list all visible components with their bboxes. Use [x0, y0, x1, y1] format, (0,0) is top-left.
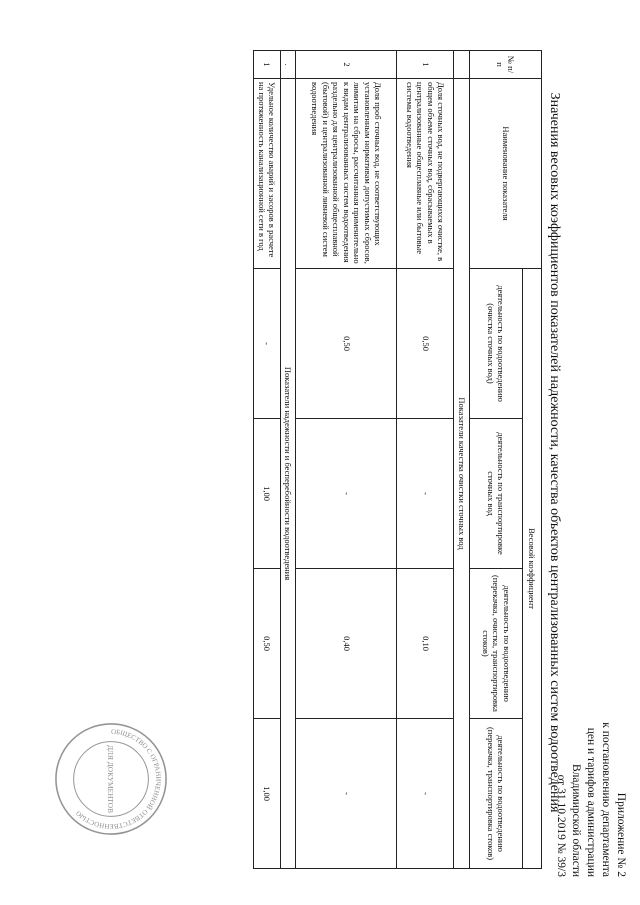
- row-value: -: [254, 269, 281, 419]
- row-value: 1,00: [254, 719, 281, 869]
- row-num: 1: [254, 51, 281, 79]
- row-num: 2: [296, 51, 397, 79]
- appendix-line: к постановлению департамента: [600, 722, 612, 877]
- seal-center-text: ДЛЯ ДОКУМЕНТОВ: [106, 744, 116, 814]
- row-value: 0,50: [254, 569, 281, 719]
- row-name: Удельное количество аварий и засоров в расчете на протяженность канализационной сети в год: [254, 79, 281, 269]
- appendix-line: цен и тарифов администрации: [585, 727, 597, 877]
- row-value: -: [296, 719, 397, 869]
- header-col-2: деятельность по транспортировке сточных вод: [470, 419, 523, 569]
- seal-outer-text: ОБЩЕСТВО С ОГРАНИЧЕННОЙ ОТВЕТСТВЕННОСТЬЮ: [75, 728, 162, 830]
- header-col-1: деятельность по водоотведению (очистка сточных вод): [470, 269, 523, 419]
- row-value: 0,10: [397, 569, 454, 719]
- row-value: 1,00: [254, 419, 281, 569]
- header-col-4: деятельность по водоотведению (перекачка, транспортировка стоков): [470, 719, 523, 869]
- section-title: Показатели надежности и бесперебойности водоотведения: [281, 79, 297, 869]
- appendix-line: от 31.10.2019 № 39/3: [555, 774, 567, 877]
- coefficients-table: [253, 50, 542, 869]
- document-title: Значения весовых коэффициентов показателей надежности, качества объектов централизованных систем водоотведения: [547, 92, 562, 813]
- seal-stamp: [52, 720, 170, 838]
- row-value: 0,40: [296, 569, 397, 719]
- header-name: Наименование показателя: [470, 79, 542, 269]
- row-value: 0,50: [397, 269, 454, 419]
- row-value: -: [397, 719, 454, 869]
- appendix-header: [553, 722, 628, 877]
- section-row: [454, 51, 470, 869]
- section-num-cell: [454, 51, 470, 79]
- row-num: 1: [397, 51, 454, 79]
- section-row: [281, 51, 297, 869]
- row-value: -: [397, 419, 454, 569]
- row-name: Доля сточных вод, не подвергающихся очистке, в общем объеме сточных вод, сбрасываемых в централизованные общесплавные или бытовые системы водоотведения: [397, 79, 454, 269]
- row-value: 0,50: [296, 269, 397, 419]
- appendix-line: Приложение № 2: [615, 792, 627, 877]
- table-row: [254, 51, 281, 869]
- row-value: -: [296, 419, 397, 569]
- section-num: .: [281, 51, 297, 79]
- header-col-3: деятельность по водоотведению (перекачка, очистка, транспортировка стоков): [470, 569, 523, 719]
- table-row: [397, 51, 454, 869]
- header-weight: Весовой коэффициент: [523, 269, 542, 869]
- table-row: [296, 51, 397, 869]
- row-name: Доля проб сточных вод, не соответствующих установленным нормативам допустимых сбросов, лимитам на сбросы, рассчитанная применительно к видам централизованных систем водоотведения раздельно для централизованной общесплавной (бытовой) и централизованной ливневой систем водоотведения: [296, 79, 397, 269]
- section-title: Показатели качества очистки сточных вод: [454, 79, 470, 869]
- header-row: [523, 51, 542, 869]
- appendix-line: Владимирской области: [570, 763, 582, 877]
- header-num: № п/п: [470, 51, 542, 79]
